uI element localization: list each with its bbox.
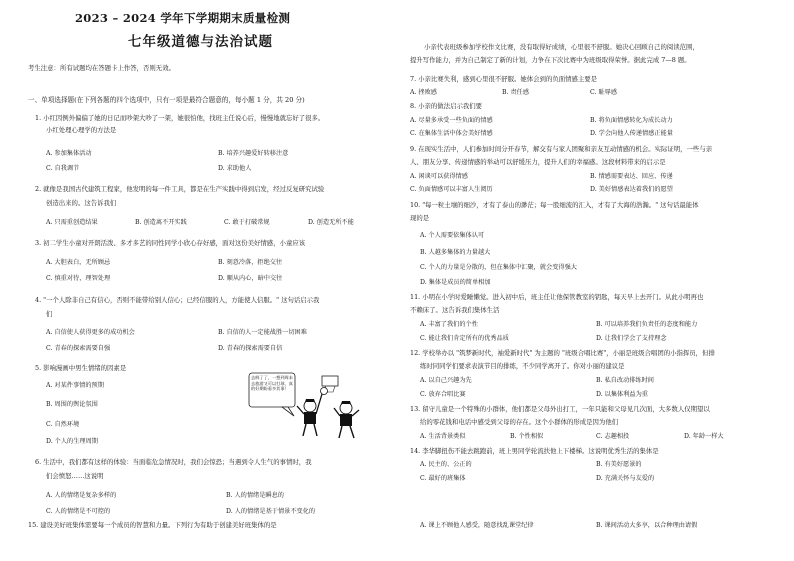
q3-opt-a: A. 大胆表白，无所顾忌 (46, 259, 111, 266)
q5-opt-b: B. 周围的舆论氛围 (46, 401, 98, 408)
q1-line1: 1. 小红因例外偏偏了她的日记而吵架大吵了一架，她很怕他，找班主任说心后，慢慢地就忘好了很多。 (35, 114, 325, 122)
q2-opt-c: C. 敢于打破常规 (224, 219, 270, 226)
q4-line1: 4. "一个人除非自己有信心，否则不能带给别人信心；已经信服的人，方能使人信服。" 这句话启示我 (35, 296, 320, 304)
q5-opt-a: A. 对某件事情的预期 (46, 382, 104, 389)
q3-line1: 3. 初二学生小童对开朗活泼、多才多艺的同性同学小欣心存好感，面对这份美好情感，小童应该 (35, 239, 306, 247)
q6-opt-c: C. 人的情绪是不可控的 (46, 508, 111, 515)
q9-line1: 9. 在现实生活中，人们参加时间分开春节，解交有与家人团聚和亲友互动情感的机会。实际证明，一些与亲 (410, 145, 713, 153)
q15-opt-b: B. 课间活动大多享，以合种理由请假 (596, 522, 698, 529)
q11-opt-d: D. 让我们学会了支持理念 (596, 335, 667, 342)
q11-line2: 不赖床了。这告诉我们集体生活 (410, 306, 500, 314)
q14-opt-a: A. 民主的、公正的 (420, 461, 472, 468)
q6-opt-b: B. 人的情绪是瞬息的 (226, 492, 284, 499)
q1-opt-d: D. 求助他人 (218, 165, 252, 172)
q10-line1: 10. "每一粒土壤的细沙，才有了泰山的渺茫；每一股细流的汇入，才有了大海的浩瀚。" 这句话最能体 (410, 201, 699, 209)
q1-line2: 小红处理心理学的方法是 (46, 126, 117, 134)
intro-line2: 提升写作能力，并为自己制定了新的计划，力争在下次比赛中为班级取得荣誉。据此完成 7—8 题。 (410, 56, 691, 64)
q9-opt-a: A. 闲谈可以获得情感 (410, 173, 468, 180)
q4-opt-d: D. 青春的探索需要自信 (218, 345, 283, 352)
q2-opt-b: B. 创造离不开实践 (135, 219, 187, 226)
q8-opt-c: C. 在集体生活中体会美好情感 (410, 130, 493, 137)
q5-opt-c: C. 自然环境 (46, 421, 80, 428)
q3-opt-b: B. 刻意冷落，拒绝交往 (218, 259, 283, 266)
q14-opt-d: D. 充满关怀与友爱的 (596, 475, 655, 482)
q5-line1: 5. 影响漫画中男生情绪的因素是 (35, 364, 127, 372)
q2-opt-d: D. 创造无所不能 (308, 219, 354, 226)
q9-line2: 人、朋友分享、传递情感的举动可以舒缓压力，提升人们的幸福感。这段材料带来的启示是 (410, 158, 666, 166)
q1-opt-c: C. 自我调节 (46, 165, 80, 172)
q10-opt-b: B. 人越多集体的力量越大 (420, 249, 491, 256)
q13-opt-d: D. 年龄一样大 (684, 433, 724, 440)
q14-line1: 14. 李华脚扭伤不能去跳跑前，班上男同学轮流扶他上下楼梯。这说明优秀生活的集体是 (410, 447, 659, 455)
exam-subtitle: 七年级道德与法治试题 (128, 34, 273, 50)
q10-opt-a: A. 个人需要依集体认可 (420, 232, 485, 239)
q2-opt-a: A. 只需重创造结果 (46, 219, 98, 226)
right-column (406, 0, 776, 561)
q12-opt-b: B. 私自改动排练时间 (596, 377, 654, 384)
q9-opt-c: C. 负面情感可以丰富人生阅历 (410, 186, 493, 193)
q3-opt-c: C. 慎重对待，理智处理 (46, 275, 111, 282)
q12-line1: 12. 学校举办以 "筑梦新时代，袖爱新时代" 为主题的 "班级合唱比赛"，小丽是班级合唱团的小指挥员，但排 (410, 349, 715, 357)
q4-line2: 们 (46, 310, 53, 318)
q8-line: 8. 小亲的做法启示我们要 (410, 102, 483, 110)
q10-opt-c: C. 个人的力量是分散的，但在集体中汇聚，就会变得强大 (420, 264, 577, 271)
q6-opt-d: D. 人的情绪是基于情景不变化的 (226, 508, 316, 515)
q13-line2: 给的零花钱和电话中感受到父母的存在。这个小群体的形成是因为他们 (420, 418, 619, 426)
q12-line2: 练时同同学们要求表演节目的排练，不少同学离开了。你对小丽的建议是 (420, 362, 625, 370)
q2-line1: 2. 就像是我国古代建筑工程家，他发明的每一件工具，都是在生产实践中得到启发，经过反复研究试验 (35, 185, 325, 193)
q15-stem: 15. 建设美好班集体需要每一个成员的智慧和力量。下列行为有助于创建美好班集体的是 (28, 521, 277, 529)
q12-opt-a: A. 以自己兴趣为先 (420, 377, 472, 384)
q13-opt-b: B. 个性相似 (510, 433, 544, 440)
q4-opt-c: C. 青春的探索需要自强 (46, 345, 111, 352)
cartoon-bubble-text: 去鲜了了，一想到周末去旅游又可以打球，真的好期盼看多其事！ (251, 375, 293, 392)
q5-opt-d: D. 个人的生理周期 (46, 438, 98, 445)
q4-opt-a: A. 自信使人获得更多的成功机会 (46, 329, 135, 336)
q8-opt-b: B. 将负面情感转化为成长动力 (590, 117, 673, 124)
cartoon-illustration (248, 372, 368, 442)
q8-opt-d: D. 学会向他人传递情感正能量 (590, 130, 673, 137)
q14-opt-c: C. 最好的班集体 (420, 475, 466, 482)
q11-opt-a: A. 丰富了我们的个性 (420, 321, 478, 328)
q7-opt-a: A. 挫败感 (410, 89, 437, 96)
q2-line2: 创造出来的。这告诉我们 (46, 199, 117, 207)
q12-opt-d: D. 以集体利益为重 (596, 391, 648, 398)
q14-opt-b: B. 有美好愿景的 (596, 461, 642, 468)
q11-line1: 11. 小明在小学时爱睡懒觉。进入初中后，班主任让他保管教室的钥匙，每天早上去开门。从此小明再也 (410, 293, 704, 301)
q8-opt-a: A. 尽量多承受一些负面的情感 (410, 117, 493, 124)
q4-opt-b: B. 自信的人一定能战胜一切困难 (218, 329, 307, 336)
q10-opt-d: D. 集体是成员的简单相加 (420, 279, 491, 286)
left-column (28, 0, 390, 561)
q7-opt-b: B. 责任感 (502, 89, 530, 96)
q11-opt-b: B. 可以培养我们负责任的态度和能力 (596, 321, 698, 328)
q6-opt-a: A. 人的情绪是复杂多样的 (46, 492, 117, 499)
q12-opt-c: C. 放弃合唱比赛 (420, 391, 466, 398)
q7-line: 7. 小亲比赛失利，感到心里很不舒服。她体会到的负面情感主要是 (410, 75, 598, 83)
exam-title: 2023 – 2024 学年下学期期末质量检测 (75, 11, 291, 25)
q11-opt-c: C. 能让我们肯定所有的优秀品质 (420, 335, 509, 342)
q13-line1: 13. 留守儿童是一个特殊的小群体，他们都是父母外出打工，一年只能和父母见几次面，大多数人仅期望以 (410, 405, 710, 413)
q6-line2: 们会愤怒……这说明 (46, 472, 104, 480)
q10-line2: 现的是 (410, 214, 430, 222)
intro-line1: 小亲代表班级参加学校作文比赛，没有取得好成绩，心里很不舒服。她决心回顾自己的阅读范围， (424, 43, 699, 51)
q13-opt-c: C. 志趣相投 (596, 433, 630, 440)
q1-opt-b: B. 培养兴趣爱好转移注意 (218, 150, 289, 157)
q15-opt-a: A. 课上不顾他人感受，随意找乱课堂纪律 (420, 522, 534, 529)
q9-opt-d: D. 美好情感表达着我们的愿望 (590, 186, 673, 193)
q6-line1: 6. 生活中，我们都有这样的体验：当面临危急情况时，我们会惊恐；当遇到令人生气的事情时，我 (35, 458, 312, 466)
q1-opt-a: A. 参加集体活动 (46, 150, 92, 157)
q3-opt-d: D. 顺从内心，暗中交往 (218, 275, 283, 282)
q13-opt-a: A. 生活背景类似 (420, 433, 466, 440)
q7-opt-c: C. 耻辱感 (590, 89, 618, 96)
exam-notice: 考生注意：所有试题均在答题卡上作答，否则无效。 (28, 64, 175, 72)
section-heading: 一、单项选择题(在下列各题的四个选项中，只有一项是最符合题意的，每小题 1 分，共 20 分) (28, 96, 305, 104)
q9-opt-b: B. 情感需要表达、回应、传递 (590, 173, 673, 180)
